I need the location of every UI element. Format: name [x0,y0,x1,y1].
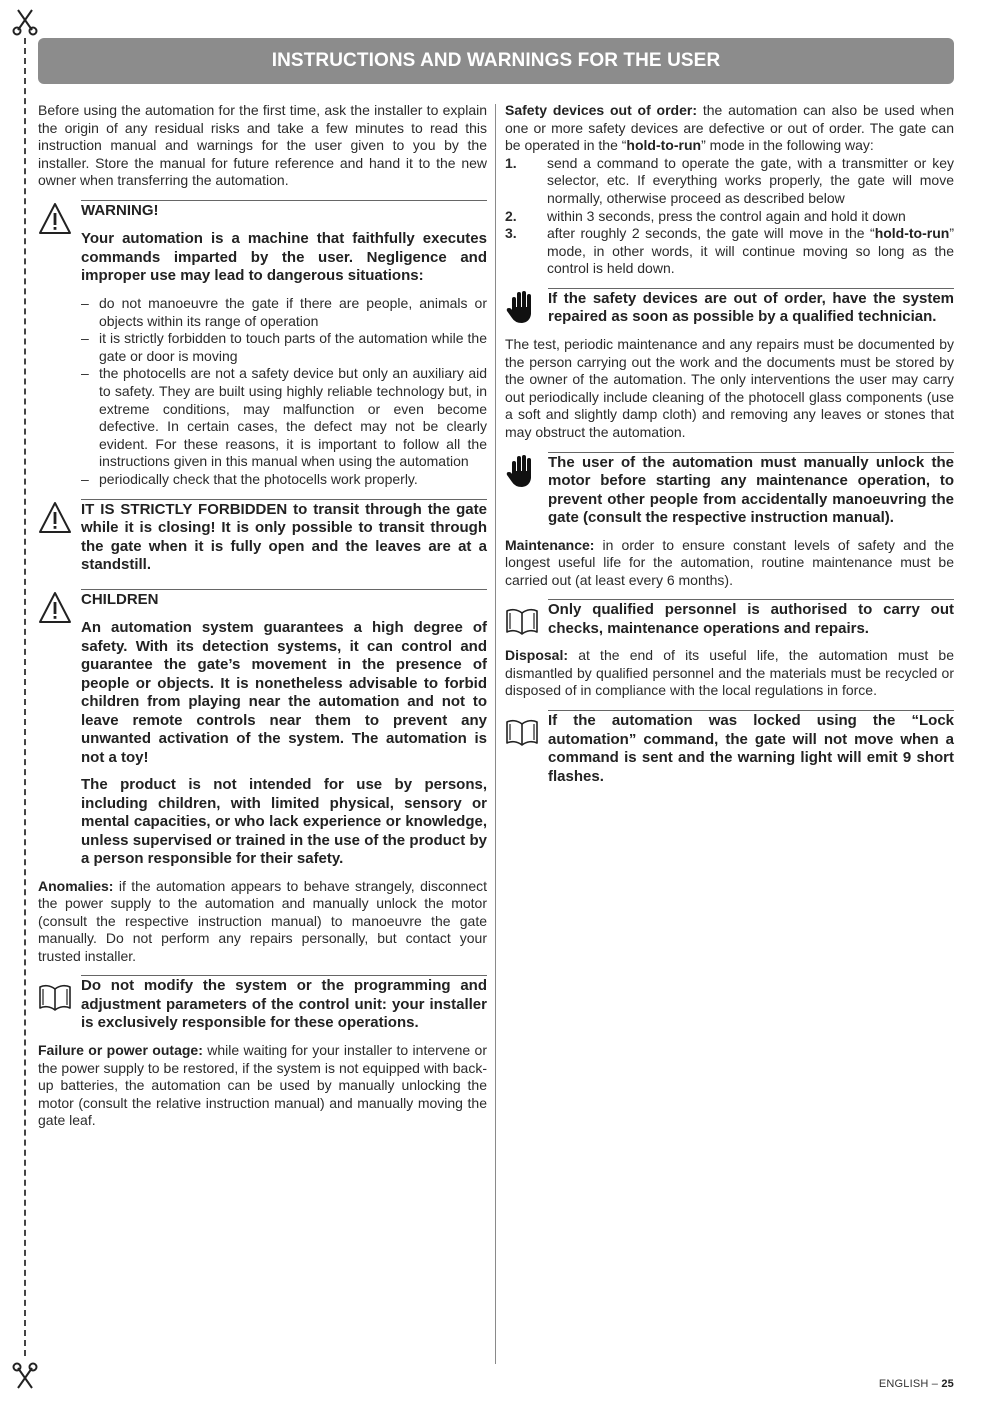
failure-paragraph [38,1042,487,1130]
warning-list [81,295,487,489]
test-paragraph: The test, periodic maintenance and any repairs must be documented by the person carrying out the work and the documents must be stored by the owner of the automation. The only interventions the user may carry out periodically include cleaning of the photocell glass components (use a soft and slightly damp cloth) and removing any leaves or stones that may obstruct the automation. [505,335,954,440]
maintenance-text: in order to ensure constant levels of safety and the longest useful life for the automation, routine maintenance must be carried out (at least every 6 months). [505,536,954,588]
children-body: An automation system guarantees a high degree of safety. With its detection systems, it can control and guarantee the gate’s movement in the presence of people or objects. It is nonetheless advisable to forbid children from playing near the automation and not to leave remote controls near them to prevent any unwanted activation of the system. The automation is not a toy! [81,619,487,766]
list-item [505,207,954,226]
warning-triangle-icon [38,591,72,625]
list-item: – periodically check that the photocells work properly. [99,471,487,489]
hand-note [505,454,954,528]
hand-stop-icon [505,454,539,488]
step-number: 2. [505,207,517,224]
failure-text: while waiting for your installer to intervene or the power supply to be restored, if the system is not equipped with back-up batteries, the automation can be used by manually unlocking the motor (consult the relative instruction manual) and manually moving the gate leaf. [38,1041,487,1129]
step-text-end: ” mode, in other words, it will continue moving so long as the control is held down. [547,225,954,277]
book-note [38,977,487,1033]
disposal-text: at the end of its useful life, the automation must be dismantled by qualified personnel and the materials must be recycled or disposed of in compliance with the local regulations in force. [505,647,954,699]
failure-label: Failure or power outage: [38,1041,203,1058]
cut-line [24,38,26,1356]
children-body-2: The product is not intended for use by persons, including children, with limited physical, sensory or mental capacities, or who lack experience or knowledge, unless supervised or trained in the use of the product by a person responsible for their safety. [81,776,487,867]
step-text: after roughly 2 seconds, the gate will move in the “ [547,225,875,242]
list-item [505,225,954,278]
hand-note-text: If the safety devices are out of order, have the system repaired as soon as possible by a qualified technician. [548,289,954,326]
anomalies-text: if the automation appears to behave strangely, disconnect the power supply to the automation and manually unlock the motor (consult the respective instruction manual) to manoeuvre the gate manually. Do not perform any repairs personally, but contact your trusted installer. [38,877,487,964]
book-note-text: If the automation was locked using the “Lock automation” command, the gate will not move when a command is sent and the warning light will emit 9 short flashes. [548,712,954,785]
list-item: – do not manoeuvre the gate if there are people, animals or objects within its range of operation [99,295,487,330]
open-book-icon [505,605,539,639]
hand-note [505,290,954,327]
disposal-label: Disposal: [505,647,569,664]
anomalies-paragraph [38,878,487,966]
page-header [38,38,954,84]
scissors-icon [10,6,40,36]
list-item [505,154,954,208]
book-note-text: Only qualified personnel is authorised to carry out checks, maintenance operations and repairs. [548,601,954,637]
list-item: – it is strictly forbidden to touch parts of the automation while the gate or door is moving [99,330,487,365]
safety-text-end: ” mode in the following way: [701,137,874,154]
safety-paragraph [505,102,954,155]
warning-note [38,202,487,489]
open-book-icon [505,716,539,750]
warning-triangle-icon [38,202,72,236]
column-divider [495,104,496,1364]
hold-to-run-label: hold-to-run [874,225,950,242]
safety-label: Safety devices out of order: [505,102,698,118]
children-note [38,591,487,869]
page-footer [879,1378,954,1390]
book-note-text: Do not modify the system or the programming and adjustment parameters of the control unit: your installer is exclusively responsible for these operations. [81,977,487,1032]
warning-body: Your automation is a machine that faithfully executes commands imparted by the user. Negligence and improper use may lead to dangerous situations: [81,230,487,285]
right-column [505,102,954,795]
step-text: within 3 seconds, press the control again and hold it down [547,207,906,224]
page-title: INSTRUCTIONS AND WARNINGS FOR THE USER [271,50,721,71]
forbidden-note [38,501,487,575]
book-note [505,601,954,638]
maintenance-paragraph [505,537,954,590]
step-number: 3. [505,225,517,242]
left-column [38,102,487,1139]
maintenance-label: Maintenance: [505,536,595,553]
step-number: 1. [505,154,517,171]
hand-note-text: The user of the automation must manually unlock the motor before starting any maintenance operation, to prevent other people from accidentally manoeuvring the gate (consult the respective instruction manual). [548,453,954,526]
step-text: send a command to operate the gate, with a transmitter or key selector, etc. If everything works properly, the gate will move normally, otherwise proceed as described below [547,154,954,206]
intro-paragraph: Before using the automation for the first time, ask the installer to explain the origin of any residual risks and take a few minutes to read this instruction manual and warnings for the user given to you by the installer. Store the manual for future reference and hand it to the new owner when transferring the automation. [38,102,487,189]
children-title: CHILDREN [81,590,159,608]
open-book-icon [38,981,72,1015]
steps-list [505,155,954,278]
scissors-icon [10,1362,40,1392]
warning-title: WARNING! [81,201,159,219]
anomalies-label: Anomalies: [38,877,114,894]
warning-triangle-icon [38,501,72,535]
list-item: – the photocells are not a safety device but only an auxiliary aid to safety. They are built using highly reliable technology but, in extreme conditions, may malfunction or even become defective. In certain cases, the defect may not be clearly evident. For these reasons, it is important to follow all the instructions given in this manual when using the automation [99,365,487,471]
disposal-paragraph [505,647,954,700]
safety-text: the automation can also be used when one or more safety devices are defective or out of order. The gate can be operated in the “ [505,102,954,154]
hand-stop-icon [505,290,539,324]
book-note [505,712,954,786]
footer-language: ENGLISH – [878,1378,942,1390]
page-number: 25 [941,1378,954,1390]
forbidden-text: IT IS STRICTLY FORBIDDEN to transit through the gate while it is closing! It is only possible to transit through the gate when it is fully open and the leaves are at a standstill. [81,500,487,573]
hold-to-run-label: hold-to-run [626,137,702,154]
